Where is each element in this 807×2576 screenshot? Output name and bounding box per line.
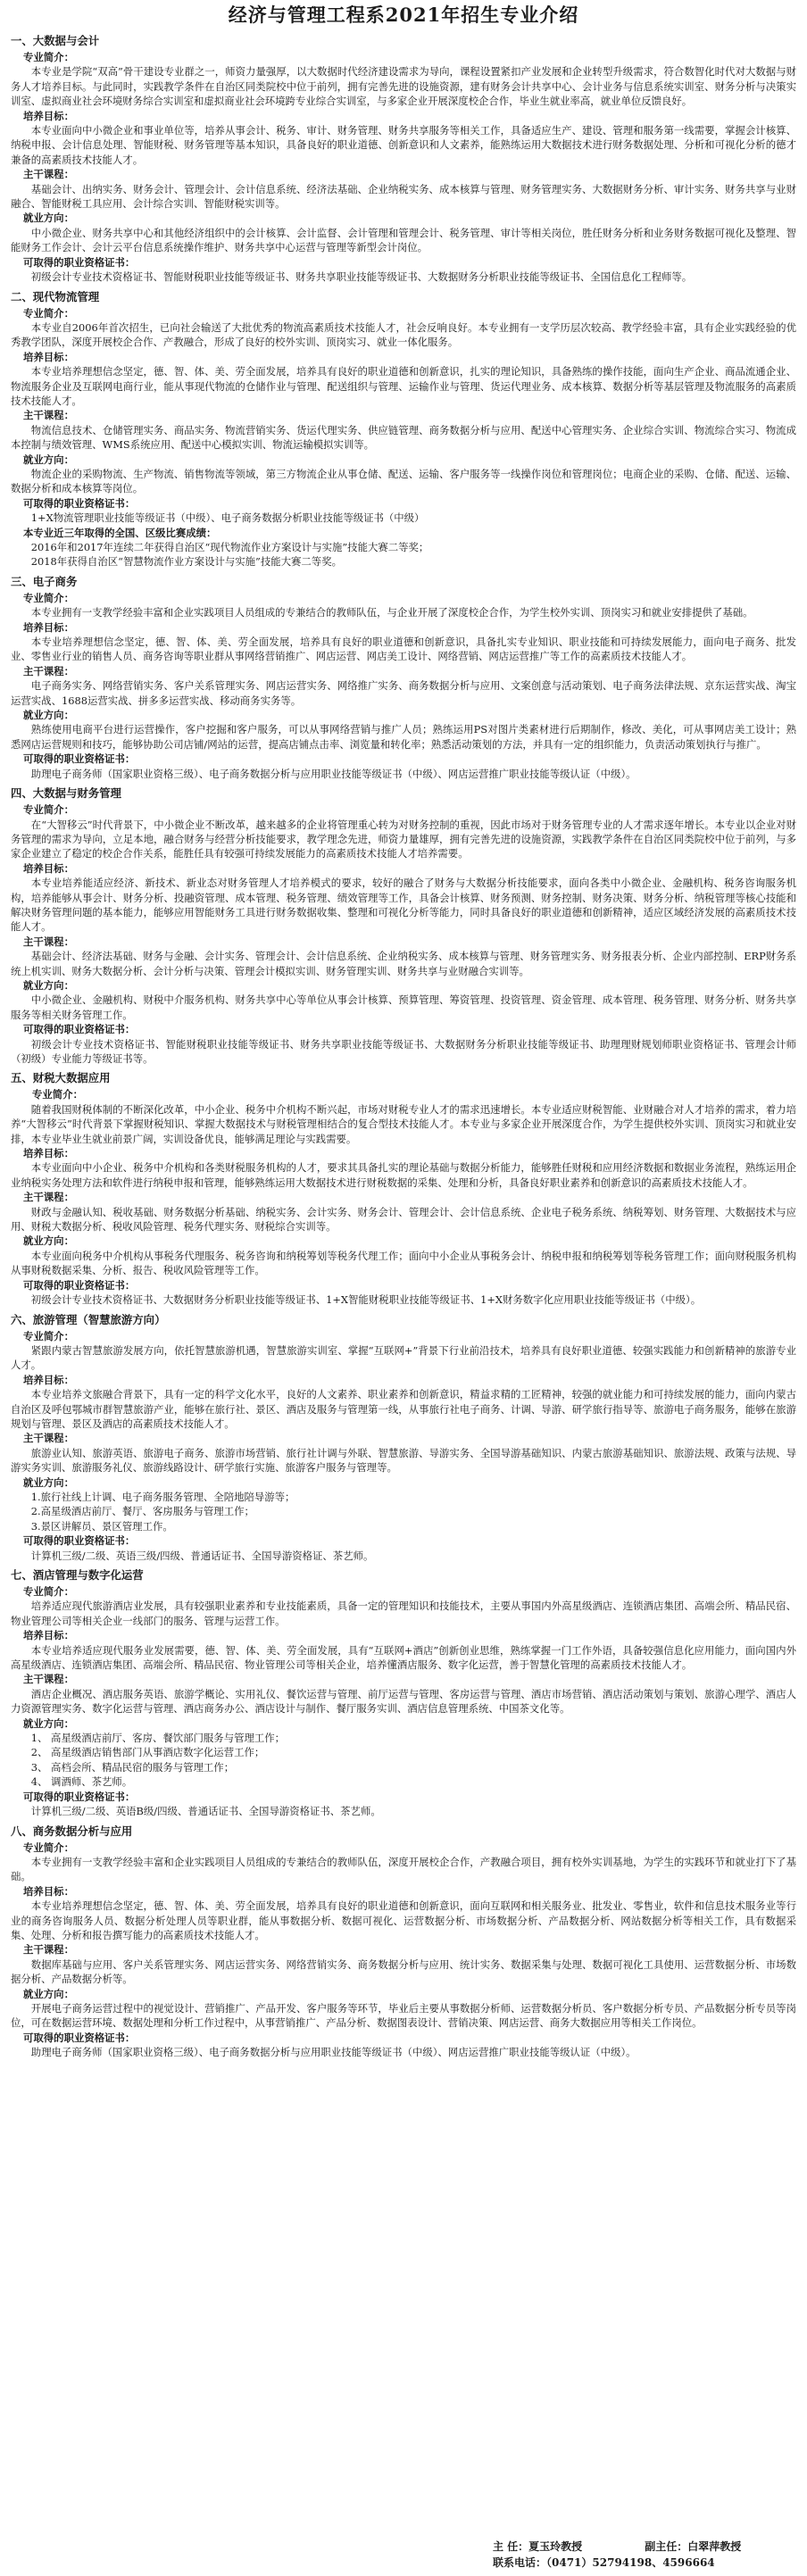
paragraph: 中小微企业、金融机构、财税中介服务机构、财务共享中心等单位从事会计核算、预算管理、筹资管理、投资管理、资金管理、成本管理、税务管理、财务分析、财务共享服务等相关财务管理工作。 [11,993,796,1021]
list-line: 1、 高星级酒店前厅、客房、餐饮部门服务与管理工作； [30,1732,286,1745]
paragraph: 计算机三级/二级、英语B级/四级、普通话证书、全国导游资格证书、茶艺师。 [30,1805,381,1818]
paragraph: 基础会计、经济法基础、财务与金融、会计实务、管理会计、会计信息系统、企业纳税实务、成本核算与管理、财务管理实务、财务报表分析、企业内部控制、ERP财务系统上机实训、财务大数据分析、会计分析与决策、管理会计模拟实训、财务管理实训、财务共享与业财融合实训等。 [11,950,796,977]
paragraph: 电子商务实务、网络营销实务、客户关系管理实务、网店运营实务、网络推广实务、商务数据分析与应用、文案创意与活动策划、电子商务法律法规、京东运营实战、淘宝运营实战、1688运营实战、拼多多运营实战、移动商务实务等。 [11,679,796,707]
section-label: 主干课程： [23,1191,74,1204]
paragraph: 数据库基础与应用、客户关系管理实务、网店运营实务、网络营销实务、商务数据分析与应用、统计实务、数据采集与处理、数据可视化工具使用、运营数据分析、市场数据分析、产品数据分析等。 [11,1957,796,1986]
paragraph: 初级会计专业技术资格证书、智能财税职业技能等级证书、财务共享职业技能等级证书、大数据财务分析职业技能等级证书、助理理财规划师职业资格证书、管理会计师（初级）专业能力等级证书等。 [11,1037,796,1065]
paragraph: 培养适应现代旅游酒店业发展，具有较强职业素养和专业技能素质，具备一定的管理知识和技能技术，主要从事国内外高星级酒店、连锁酒店集团、高端会所、精品民宿、物业管理公司等相关企业一线部门的服务、管理与运营工作。 [11,1600,796,1627]
section [11,1069,796,1307]
section-label: 培养目标： [23,1147,74,1160]
paragraph: 本专业面向中小微企业和事业单位等，培养从事会计、税务、审计、财务管理、财务共享服务等相关工作，具备适应生产、建设、管理和服务第一线需要，掌握会计核算、纳税申报、会计信息处理、智能财税、财务管理等基本知识，具备良好的职业道德、创新意识和人文素养，能熟练运用大数据技术进行财务数据处理、分析和可视化分析的德才兼备的高素质技术技能人才。 [11,124,796,166]
paragraph: 财政与金融认知、税收基础、财务数据分析基础、纳税实务、会计实务、财务会计、管理会计、会计信息系统、企业电子税务系统、纳税筹划、财务管理、大数据技术与应用、财税大数据分析、税收风险管理、税务代理实务、财税综合实训等。 [11,1205,796,1234]
paragraph: 本专业培养适应现代服务业发展需要，德、智、体、美、劳全面发展，具有“互联网+酒店”创新创业思维，熟练掌握一门工作外语，具备较强信息化应用能力，面向国内外高星级酒店、连锁酒店集团、高端会所、精品民宿、物业管理公司等相关企业，培养懂酒店服务、数字化运营，善于智慧化管理的高素质技术技能人才。 [11,1643,796,1672]
page-title: 经济与管理工程系2021年招生专业介绍 [228,4,579,26]
paragraph: 旅游业认知、旅游英语、旅游电子商务、旅游市场营销、旅行社计调与外联、智慧旅游、导游实务、全国导游基础知识、内蒙古旅游基础知识、旅游法规、政策与法规、导游实务实训、旅游服务礼仪、旅游线路设计、研学旅行实施、旅游客户服务与管理等。 [11,1446,796,1475]
section-label: 本专业近三年取得的全国、区级比赛成绩： [23,526,217,539]
paragraph: 计算机三级/二级、英语三级/四级、普通话证书、全国导游资格证、茶艺师。 [30,1549,374,1562]
section-label: 可取得的职业资格证书： [23,752,136,766]
deputy-director-text: 副主任：白翠萍教授 [645,2540,742,2553]
section-label: 就业方向： [23,1987,74,2000]
section-title: 四、大数据与财务管理 [11,786,121,801]
section-label: 主干课程： [23,1943,74,1957]
paragraph: 本专业培养能适应经济、新技术、新业态对财务管理人才培养模式的要求，较好的融合了财务与大数据分析技能要求，面向各类中小微企业、金融机构、税务咨询服务机构，培养能够从事会计、财务分析、投融资管理、成本管理、税务管理、绩效管理等工作，具备会计核算、财务预测、财务控制、财务决策、财务分析、纳税管理等核心技能和解决财务管理问题的基本能力，能够应用智能财务工具进行财务数据收集、整理和可视化分析等能力，同时具备良好的职业道德和创新精神，适应区域经济发展的高素质技术技能人才。 [11,877,796,934]
list-line: 2018年获得自治区“智慧物流作业方案设计与实施”技能大赛二等奖。 [30,555,342,569]
section-label: 可取得的职业资格证书： [23,1534,136,1548]
list-line: 2016年和2017年连续二年获得自治区“现代物流作业方案设计与实施”技能大赛二等奖； [30,541,429,553]
section-label: 培养目标： [23,861,74,875]
section-label: 专业简介： [23,591,74,604]
director-text: 主 任：夏玉玲教授 [493,2540,583,2553]
section-label: 培养目标： [23,620,74,634]
section-label: 专业简介： [32,1088,83,1101]
section-label: 就业方向： [23,453,74,466]
section-label: 主干课程： [23,168,74,181]
paragraph: 中小微企业、财务共享中心和其他经济组织中的会计核算、会计监督、会计管理和管理会计、税务管理、审计等相关岗位，胜任财务分析和业务财务数据可视化及整理、智能财务工作会计、会计云平台信息系统操作维护、财务共享中心运营与管理等新型会计岗位。 [11,226,796,254]
section-label: 可取得的职业资格证书： [23,496,136,510]
section-title: 五、财税大数据应用 [11,1071,111,1085]
paragraph: 紧跟内蒙古智慧旅游发展方向，依托智慧旅游机遇，智慧旅游实训室、掌握“互联网+”背景下行业前沿技术，培养具有良好职业道德、较强实践能力和创新精神的旅游专业人才。 [11,1343,796,1372]
paragraph: 助理电子商务师（国家职业资格三级）、电子商务数据分析与应用职业技能等级证书（中级）、网店运营推广职业技能等级认证（中级）。 [30,767,636,780]
paragraph: 本专业培养理想信念坚定，德、智、体、美、劳全面发展，培养具有良好的职业道德和创新意识，扎实的理论知识，具备熟练的操作技能，面向生产企业、商品流通企业、物流服务企业及互联网电商行业，能从事现代物流的仓储作业与管理、配送组织与管理、运输作业与管理、货运代理业务、成本核算、数据分析等基层管理及物流服务的高素质技术技能人才。 [11,365,796,407]
section-label: 就业方向： [23,978,74,992]
section-label: 培养目标： [23,109,74,122]
section-label: 专业简介： [23,1841,74,1854]
section [11,785,796,1066]
section-label: 主干课程： [23,1673,74,1686]
section-title: 三、电子商务 [11,574,78,588]
paragraph: 在“大智移云”时代背景下，中小微企业不断改革，越来越多的企业将管理重心转为对财务控制的重视，因此市场对于财务管理专业的人才需求逐年增长。本专业以企业对财务管理的需求为导向，立足本地，融合财务与经营分析技能要求，教学理念先进，师资力量雄厚，拥有完善先进的设施资源，实践教学条件在自治区同类院校中位于前列，与多家企业建立了稳定的校企合作关系，能胜任具有较强可持续发展能力的高素质技术技能人才培养需要。 [11,818,796,860]
section-label: 就业方向： [23,1475,74,1489]
section-label: 培养目标： [23,1629,74,1642]
section-label: 专业简介： [23,306,74,320]
section-label: 可取得的职业资格证书： [23,255,136,269]
list-line: 2、 高星级酒店销售部门从事酒店数字化运营工作； [30,1746,265,1759]
section-title: 七、酒店管理与数字化运营 [11,1568,144,1582]
paragraph: 物流企业的采购物流、生产物流、销售物流等领域，第三方物流企业从事仓储、配送、运输、客户服务等一线操作岗位和管理岗位；电商企业的采购、仓储、配送、运输、数据分析和成本核算等岗位。 [11,467,796,495]
paragraph: 初级会计专业技术资格证书、智能财税职业技能等级证书、财务共享职业技能等级证书、大数据财务分析职业技能等级证书、全国信息化工程师等。 [30,270,693,284]
list-line: 4、 调酒师、茶艺师。 [30,1775,133,1789]
section-label: 培养目标： [23,1373,74,1386]
paragraph: 随着我国财税体制的不断深化改革，中小企业、税务中介机构不断兴起，市场对财税专业人才的需求迅速增长。本专业适应财税智能、业财融合对人才培养的需求，着力培养“大智移云”时代背景下掌握财税知识、掌握大数据技术与财税管理相结合的复合型技术技能人才。本专业与多家企业开展深度合作，为学生提供校外实训、顶岗实习和就业安排，本专业毕业生就业前景广阔，实训设备优良，能够满足理论与实践需要。 [11,1102,796,1145]
paragraph: 本专业面向中小企业、税务中介机构和各类财税服务机构的人才，要求其具备扎实的理论基础与数据分析能力，能够胜任财税和应用经济数据和数据业务流程，熟练运用企业纳税实务处理方法和软件进行纳税申报和管理，能够熟练运用大数据技术进行财税数据的采集、处理和分析，具备良好职业素养和创新意识的高素质技术技能人才。 [11,1161,796,1189]
paragraph: 熟练使用电商平台进行运营操作，客户挖掘和客户服务，可以从事网络营销与推广人员；熟练运用PS对图片类素材进行后期制作，修改、美化，可从事网店美工设计；熟悉网店运营规则和技巧，能够协助公司店铺/网站的运营，提高店铺点击率、浏览量和转化率；熟悉活动策划的方法，并具有一定的组织能力，负责活动策划执行与推广。 [11,723,796,751]
footer-contacts-row [0,2539,807,2555]
list-line: 2.高星级酒店前厅、餐厅、客房服务与管理工作； [30,1505,254,1518]
phone-text: 联系电话：（0471）52794198、4596664 [493,2556,715,2569]
section-label: 可取得的职业资格证书： [23,1278,136,1292]
sections-container [11,32,796,2060]
paragraph: 助理电子商务师（国家职业资格三级）、电子商务数据分析与应用职业技能等级证书（中级）、网店运营推广职业技能等级认证（中级）。 [30,2046,636,2059]
section-label: 主干课程： [23,664,74,677]
section-label: 专业简介： [23,1329,74,1342]
paragraph: 本专业培养文旅融合背景下，具有一定的科学文化水平，良好的人文素养、职业素养和创新意识，精益求精的工匠精神，较强的就业能力和可持续发展的能力，面向内蒙古自治区及呼包鄂城市群智慧旅游产业，能够在旅行社、景区、酒店及服务与管理第一线，从事旅行社电子商务、计调、导游、研学旅行指导等、旅游电子商务服务，能够在旅游规划与管理、景区及酒店的高素质技术技能人才。 [11,1388,796,1430]
section [11,1566,796,1819]
section-label: 就业方向： [23,709,74,722]
section-label: 专业简介： [23,1585,74,1598]
paragraph: 酒店企业概况、酒店服务英语、旅游学概论、实用礼仪、餐饮运营与管理、前厅运营与管理、客房运营与管理、酒店市场营销、酒店活动策划与策划、旅游心理学、酒店人力资源管理实务、数字化运营与管理、酒店商务办公、酒店设计与制作、餐厅服务实训、酒店信息管理系统、中国茶文化等。 [11,1687,796,1716]
list-line: 1+X物流管理职业技能等级证书（中级）、电子商务数据分析职业技能等级证书（中级） [30,511,425,525]
section-label: 可取得的职业资格证书： [23,1790,136,1803]
paragraph: 本专业拥有一支教学经验丰富和企业实践项目人员组成的专兼结合的教师队伍，与企业开展了深度校企合作，为学生校外实训、顶岗实习和就业安排提供了基础。 [30,606,753,619]
paragraph: 本专业培养理想信念坚定，德、智、体、美、劳全面发展，培养具有良好的职业道德和创新意识，面向互联网和相关服务业、批发业、零售业，软件和信息技术服务业等行业的商务咨询服务人员、数据分析处理人员等职业群，能从事数据分析、数据可视化、运营数据分析、市场数据分析、产品数据分析、网站数据分析等相关工作，具有数据采集、处理、分析和报告撰写能力的高素质技术技能人才。 [11,1899,796,1941]
section [11,32,796,285]
section-title: 二、现代物流管理 [11,289,100,303]
list-line: 3、 高档会所、精品民宿的服务与管理工作； [30,1760,235,1774]
section [11,573,796,781]
section-label: 就业方向： [23,1234,74,1248]
section [11,1311,796,1564]
footer [0,2539,807,2571]
list-line: 3.景区讲解员、景区管理工作。 [30,1519,173,1533]
section-label: 培养目标： [23,350,74,363]
section-title: 八、商务数据分析与应用 [11,1824,133,1838]
section-title: 一、大数据与会计 [11,34,100,47]
section-title: 六、旅游管理（智慧旅游方向） [11,1312,166,1326]
section-label: 就业方向： [23,212,74,225]
section-label: 主干课程： [23,409,74,422]
section-label: 可取得的职业资格证书： [23,1023,136,1036]
paragraph: 初级会计专业技术资格证书、大数据财务分析职业技能等级证书、1+X智能财税职业技能等级证书、1+X财务数字化应用职业技能等级证书（中级）。 [30,1293,702,1307]
section-label: 培养目标： [23,1884,74,1898]
paragraph: 本专业面向税务中介机构从事税务代理服务、税务咨询和纳税筹划等税务代理工作；面向中小企业从事税务会计、纳税申报和纳税筹划等税务管理工作；面向财税服务机构从事财税数据采集、分析、报告、税收风险管理等工作。 [11,1249,796,1277]
paragraph: 开展电子商务运营过程中的视觉设计、营销推广、产品开发、客户服务等环节，毕业后主要从事数据分析师、运营数据分析员、客户数据分析专员、产品数据分析专员等岗位，可在数据运营环境、数据处理和分析工作过程中，从事营销推广、产品分析、数据图表设计、营销决策、网店运营、商务大数据应用等相关工作岗位。 [11,2001,796,2030]
section-label: 专业简介： [23,803,74,817]
section-label: 可取得的职业资格证书： [23,2031,136,2044]
section [11,288,796,569]
section-label: 就业方向： [23,1716,74,1730]
section-label: 专业简介： [23,51,74,63]
section [11,1823,796,2060]
paragraph: 本专业是学院“双高”骨干建设专业群之一，师资力量强厚，以大数据时代经济建设需求为导向，课程设置紧扣产业发展和企业转型升级需求，符合数智化时代对大数据与财务人才培养目标。与此同时，实践教学条件在自治区同类院校中位于前列，拥有完善先进的设施资源，建有财务会计共享中心、会计业务与信息系统实训室、财务分析与决策实训室、虚拟商业社会环境财务综合实训室和虚拟商业社会环境跨专业综合实训室，与多家企业开展深度校企合作，毕业生就业率高，就业单位反馈良好。 [11,65,796,108]
paragraph: 基础会计、出纳实务、财务会计、管理会计、会计信息系统、经济法基础、企业纳税实务、成本核算与管理、财务管理实务、大数据财务分析、审计实务、财务共享与业财融合、智能财税工具应用、会计综合实训、智能财税实训等。 [11,182,796,211]
paragraph: 本专业培养理想信念坚定，德、智、体、美、劳全面发展，培养具有良好的职业道德和创新意识，具备扎实专业知识、职业技能和可持续发展能力，面向电子商务、批发业、零售业行业的销售人员、商务咨询等职业群从事网络营销推广、网店运营、网店美工设计、网络营销、网店运营推广等工作的高素质技术技能人才。 [11,636,796,663]
list-line: 1.旅行社线上计调、电子商务服务管理、全陪地陪导游等； [30,1490,295,1503]
section-label: 主干课程： [23,1432,74,1445]
paragraph: 物流信息技术、仓储管理实务、商品实务、物流营销实务、货运代理实务、供应链管理、商务数据分析与应用、配送中心管理实务、企业综合实训、物流综合实习、物流成本控制与绩效管理、WMS系统应用、配送中心模拟实训、物流运输模拟实训等。 [11,423,796,452]
paragraph: 本专业拥有一支教学经验丰富和企业实践项目人员组成的专兼结合的教师队伍，深度开展校企合作，产教融合项目，拥有校外实训基地，为学生的实践环节和就业打下了基础。 [11,1855,796,1883]
paragraph: 本专业自2006年首次招生，已向社会输送了大批优秀的物流高素质技术技能人才，社会反响良好。本专业拥有一支学历层次较高、教学经验丰富，具有企业实践经验的优秀教学团队，深度开展校企合作、产教融合，形成了良好的校外实训、顶岗实习、就业一体化服务。 [11,320,796,349]
section-label: 主干课程： [23,935,74,948]
